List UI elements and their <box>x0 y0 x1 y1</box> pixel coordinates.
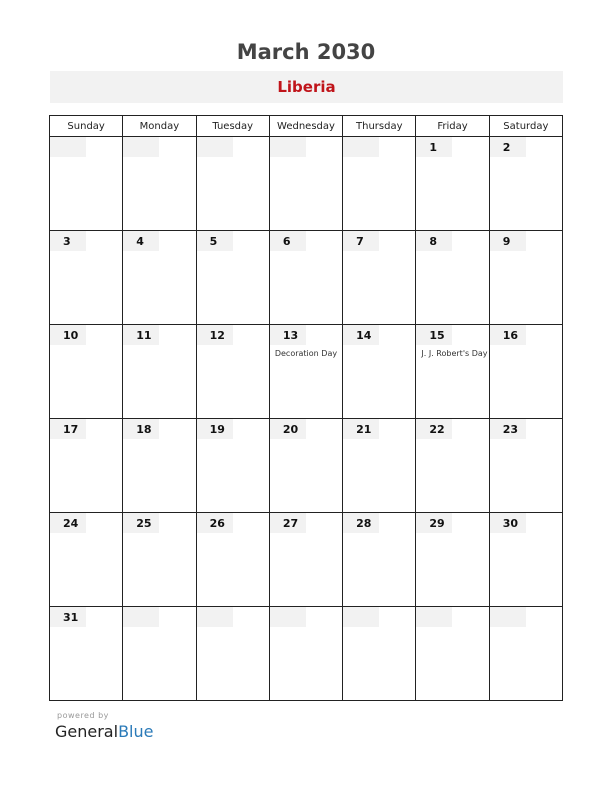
day-cell <box>50 231 123 325</box>
day-number: 1 <box>429 140 438 154</box>
day-number: 11 <box>136 328 152 342</box>
day-cell <box>343 231 416 325</box>
day-number-box <box>197 231 233 251</box>
day-cell <box>343 419 416 513</box>
day-number: 12 <box>209 328 225 342</box>
day-cell <box>50 137 123 231</box>
brand-general: General <box>55 722 119 741</box>
day-cell <box>343 607 416 701</box>
day-number: 24 <box>63 516 79 530</box>
day-cell <box>196 419 269 513</box>
week-row <box>50 419 563 513</box>
day-number-box <box>50 325 86 345</box>
day-number-box <box>490 513 526 533</box>
day-cell <box>416 419 489 513</box>
day-number-box <box>270 419 306 439</box>
day-cell <box>489 419 562 513</box>
day-number-box <box>490 419 526 439</box>
day-number: 15 <box>429 328 445 342</box>
day-cell <box>269 325 342 419</box>
day-number-box <box>197 137 233 157</box>
weekday-header: Sunday <box>50 116 123 137</box>
day-number: 7 <box>356 234 364 248</box>
day-number-box <box>490 607 526 627</box>
day-number: 21 <box>356 422 372 436</box>
day-cell <box>489 137 562 231</box>
day-cell <box>489 231 562 325</box>
day-number-box <box>343 513 379 533</box>
calendar-grid <box>49 115 563 701</box>
day-number: 19 <box>209 422 225 436</box>
day-cell <box>489 607 562 701</box>
week-row <box>50 513 563 607</box>
day-cell <box>50 419 123 513</box>
weekday-header: Friday <box>416 116 489 137</box>
day-number-box <box>416 137 452 157</box>
day-cell <box>269 419 342 513</box>
day-number-box <box>416 419 452 439</box>
day-number: 4 <box>136 234 144 248</box>
day-number-box <box>270 231 306 251</box>
day-cell <box>489 513 562 607</box>
weekday-header-row <box>50 116 563 137</box>
day-cell <box>269 607 342 701</box>
day-number: 5 <box>209 234 218 248</box>
day-number-box <box>490 325 526 345</box>
day-cell <box>269 231 342 325</box>
day-cell <box>269 137 342 231</box>
day-number: 18 <box>136 422 152 436</box>
day-number: 17 <box>63 422 79 436</box>
day-cell <box>123 137 196 231</box>
day-number-box <box>343 231 379 251</box>
day-number: 26 <box>209 516 225 530</box>
day-number: 25 <box>136 516 152 530</box>
day-number-box <box>123 137 159 157</box>
day-number: 22 <box>429 422 445 436</box>
day-number: 13 <box>282 328 299 342</box>
week-row <box>50 231 563 325</box>
day-cell <box>196 325 269 419</box>
day-number: 27 <box>282 516 299 530</box>
day-cell <box>123 607 196 701</box>
day-number: 20 <box>282 422 299 436</box>
holiday-event: J. J. Robert's Day <box>421 349 488 358</box>
day-number-box <box>416 231 452 251</box>
weekday-header: Saturday <box>489 116 562 137</box>
day-cell <box>196 513 269 607</box>
week-row <box>50 325 563 419</box>
day-number-box <box>343 325 379 345</box>
day-cell <box>50 513 123 607</box>
page-title: March 2030 <box>236 40 376 64</box>
day-number-box <box>123 513 159 533</box>
day-number: 30 <box>502 516 518 530</box>
day-number-box <box>50 607 86 627</box>
day-number-box <box>490 231 526 251</box>
day-number: 2 <box>502 140 511 154</box>
day-cell <box>123 231 196 325</box>
day-number-box <box>197 419 233 439</box>
day-number-box <box>50 419 86 439</box>
day-number-box <box>123 231 159 251</box>
day-number: 6 <box>282 234 291 248</box>
day-number-box <box>50 231 86 251</box>
weekday-header: Monday <box>123 116 196 137</box>
day-cell <box>123 419 196 513</box>
day-number: 23 <box>502 422 518 436</box>
day-number-box <box>50 513 86 533</box>
day-number-box <box>270 513 306 533</box>
day-cell <box>123 325 196 419</box>
day-number-box <box>123 607 159 627</box>
day-number: 3 <box>63 234 71 248</box>
day-number-box <box>416 607 452 627</box>
day-number-box <box>343 137 379 157</box>
day-cell <box>196 231 269 325</box>
brand-logo <box>55 722 153 741</box>
day-cell <box>50 607 123 701</box>
day-number-box <box>123 325 159 345</box>
day-cell <box>489 325 562 419</box>
day-number-box <box>343 419 379 439</box>
day-cell <box>269 513 342 607</box>
day-number-box <box>270 137 306 157</box>
day-cell <box>343 325 416 419</box>
day-number-box <box>123 419 159 439</box>
day-number-box <box>197 325 233 345</box>
day-cell <box>416 325 489 419</box>
day-number: 9 <box>502 234 511 248</box>
day-cell <box>416 231 489 325</box>
day-number-box <box>416 325 452 345</box>
day-cell <box>416 607 489 701</box>
country-banner <box>50 71 563 103</box>
day-number: 14 <box>356 328 372 342</box>
day-number: 28 <box>356 516 372 530</box>
day-number-box <box>270 325 306 345</box>
day-number: 10 <box>63 328 79 342</box>
day-number-box <box>343 607 379 627</box>
day-number: 16 <box>502 328 518 342</box>
week-row <box>50 137 563 231</box>
week-row <box>50 607 563 701</box>
day-cell <box>416 137 489 231</box>
day-number: 8 <box>429 234 438 248</box>
weekday-header: Thursday <box>343 116 416 137</box>
day-number-box <box>197 607 233 627</box>
day-cell <box>50 325 123 419</box>
day-number: 29 <box>429 516 445 530</box>
weekday-header: Tuesday <box>196 116 269 137</box>
country-name: Liberia <box>277 78 336 96</box>
powered-by-label: powered by <box>57 711 109 720</box>
day-number-box <box>50 137 86 157</box>
day-cell <box>416 513 489 607</box>
day-cell <box>343 513 416 607</box>
weekday-header: Wednesday <box>269 116 342 137</box>
brand-blue: Blue <box>118 722 154 741</box>
day-cell <box>343 137 416 231</box>
day-number-box <box>270 607 306 627</box>
day-cell <box>196 607 269 701</box>
day-number: 31 <box>63 610 79 624</box>
holiday-event: Decoration Day <box>274 349 338 358</box>
day-cell <box>196 137 269 231</box>
day-number-box <box>416 513 452 533</box>
day-number-box <box>197 513 233 533</box>
day-cell <box>123 513 196 607</box>
day-number-box <box>490 137 526 157</box>
